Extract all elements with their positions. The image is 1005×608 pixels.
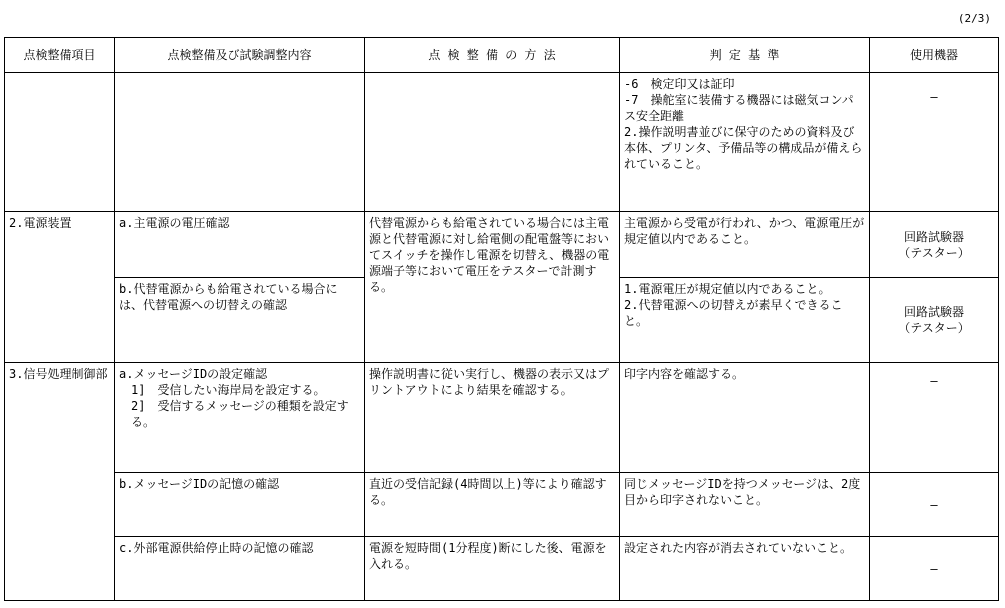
header-equipment: 使用機器 [870, 38, 999, 73]
content-line: a.メッセージIDの設定確認 [119, 367, 268, 381]
cell-empty [5, 73, 115, 212]
cell-content [115, 363, 365, 473]
cell-criteria: 同じメッセージIDを持つメッセージは、2度目から印字されないこと。 [620, 473, 870, 537]
cell-empty [365, 73, 620, 212]
inspection-table [4, 37, 999, 601]
cell-item: 2.電源装置 [5, 212, 115, 363]
page-number: (2/3) [957, 12, 991, 25]
table-row [5, 473, 999, 537]
cell-equipment: — [870, 363, 999, 473]
content-subline: 1] 受信したい海岸局を設定する。 [131, 383, 326, 397]
cell-content: c.外部電源供給停止時の記憶の確認 [115, 537, 365, 601]
content-subline: 2] 受信するメッセージの種類を設定する。 [131, 399, 349, 429]
cell-criteria: 主電源から受電が行われ、かつ、電源電圧が規定値以内であること。 [620, 212, 870, 278]
cell-criteria [620, 73, 870, 212]
header-method: 点 検 整 備 の 方 法 [365, 38, 620, 73]
cell-criteria: 印字内容を確認する。 [620, 363, 870, 473]
cell-equipment: — [870, 473, 999, 537]
table-row [5, 363, 999, 473]
cell-content: b.メッセージIDの記憶の確認 [115, 473, 365, 537]
header-content: 点検整備及び試験調整内容 [115, 38, 365, 73]
table-row [5, 212, 999, 278]
criteria-line: -6 検定印又は証印 [624, 77, 735, 91]
cell-equipment: — [870, 537, 999, 601]
cell-method: 代替電源からも給電されている場合には主電源と代替電源に対し給電側の配電盤等においてスイッチを操作し電源を切替え、機器の電源端子等において電圧をテスターで計測する。 [365, 212, 620, 363]
cell-content: a.主電源の電圧確認 [115, 212, 365, 278]
cell-method: 電源を短時間(1分程度)断にした後、電源を入れる。 [365, 537, 620, 601]
cell-method: 直近の受信記録(4時間以上)等により確認する。 [365, 473, 620, 537]
cell-equipment: 回路試験器 （テスター） [870, 212, 999, 278]
criteria-line: -7 操舵室に装備する機器には磁気コンパス安全距離 [624, 93, 854, 123]
header-row [5, 38, 999, 73]
table-row [5, 537, 999, 601]
cell-content: b.代替電源からも給電されている場合には、代替電源への切替えの確認 [115, 278, 365, 363]
cell-empty [115, 73, 365, 212]
cell-equipment: 回路試験器 （テスター） [870, 278, 999, 363]
criteria-line: 2.代替電源への切替えが素早くできること。 [624, 298, 843, 328]
criteria-line: 2.操作説明書並びに保守のための資料及び本体、プリンタ、予備品等の構成品が備えられていること。 [624, 125, 863, 171]
criteria-line: 1.電源電圧が規定値以内であること。 [624, 282, 831, 296]
cell-method: 操作説明書に従い実行し、機器の表示又はプリントアウトにより結果を確認する。 [365, 363, 620, 473]
cell-equipment: — [870, 73, 999, 212]
table-row [5, 73, 999, 212]
cell-item: 3.信号処理制御部 [5, 363, 115, 601]
header-criteria: 判 定 基 準 [620, 38, 870, 73]
cell-criteria: 設定された内容が消去されていないこと。 [620, 537, 870, 601]
cell-criteria [620, 278, 870, 363]
header-item: 点検整備項目 [5, 38, 115, 73]
